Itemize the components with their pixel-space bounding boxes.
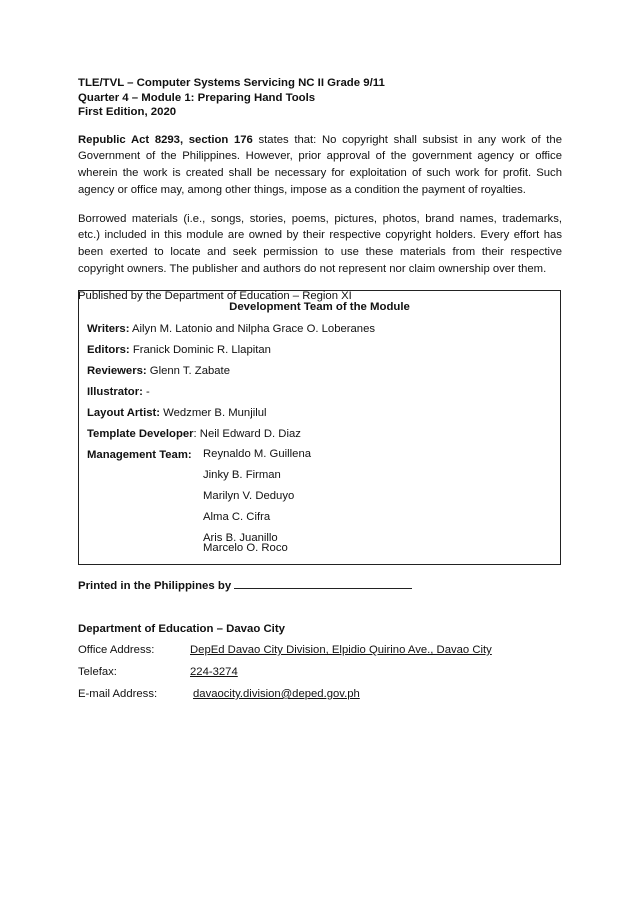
management-member: Marilyn V. Deduyo [203,490,295,502]
team-title: Development Team of the Module [229,301,410,313]
copyright-notice [78,132,562,199]
writers-row [87,322,375,336]
writers-label: Writers: [87,323,130,335]
copyright-law: Republic Act 8293, section 176 [78,133,253,146]
layout-artist-label: Layout Artist: [87,407,161,419]
template-developer-label: Template Developer [87,428,194,440]
template-developer-value: : Neil Edward D. Diaz [193,428,301,440]
template-developer-row [87,427,301,441]
management-member: Reynaldo M. Guillena [203,448,312,460]
management-team-row [87,448,192,462]
reviewers-row [87,364,230,378]
telefax-value: 224-3274 [190,666,238,678]
office-address-label: Office Address: [78,644,155,656]
edition: First Edition, 2020 [78,106,177,118]
email-link[interactable]: davaocity.division@deped.gov.ph [193,688,360,700]
management-member: Marcelo O. Roco [203,542,288,554]
illustrator-row [87,385,150,399]
layout-artist-row [87,406,267,420]
copyright-text: states that: No copyright shall subsist in any work of the Government of the Philippines. However, prior approval of the government agency or office wherein the work is created shall be necessary for exploitation of such work for profit. Such agency or office may, among other things, impose as a condition the payment of royalties. [78,133,562,196]
office-address-value: DepEd Davao City Division, Elpidio Quirino Ave., Davao City [190,644,492,656]
illustrator-value: - [142,386,150,398]
deped-office-title: Department of Education – Davao City [78,623,285,635]
management-member: Alma C. Cifra [203,511,271,523]
editors-value: Franick Dominic R. Llapitan [129,344,271,356]
printed-label: Printed in the Philippines by [78,580,232,592]
document-body [78,76,562,304]
layout-artist-value: Wedzmer B. Munjilul [160,407,267,419]
email-label: E-mail Address: [78,688,158,700]
reviewers-label: Reviewers: [87,365,147,377]
illustrator-label: Illustrator: [87,386,143,398]
borrowed-materials-notice: Borrowed materials (i.e., songs, stories, poems, pictures, photos, brand names, trademarks, etc.) included in this module are owned by their respective copyright holders. Every effort has been exerted to locate and seek permission to use these materials from their respective copyright owners. The publisher and authors do not represent nor claim ownership over them. [78,212,562,276]
module-subtitle: Quarter 4 – Module 1: Preparing Hand Tools [78,91,316,104]
editors-label: Editors: [87,344,130,356]
printed-line [78,576,412,592]
writers-value: Ailyn M. Latonio and Nilpha Grace O. Loberanes [129,323,376,335]
management-team-label: Management Team: [87,449,192,461]
module-title: TLE/TVL – Computer Systems Servicing NC II Grade 9/11 [78,77,385,89]
development-team-box [78,290,561,565]
printer-blank-line [234,576,412,589]
reviewers-value: Glenn T. Zabate [146,365,230,377]
telefax-label: Telefax: [78,666,117,678]
management-member: Jinky B. Firman [203,469,281,481]
publisher-line: Published by the Department of Education – Region XI [78,289,352,302]
management-member: Aris B. Juanillo [203,532,278,544]
editors-row [87,343,271,357]
